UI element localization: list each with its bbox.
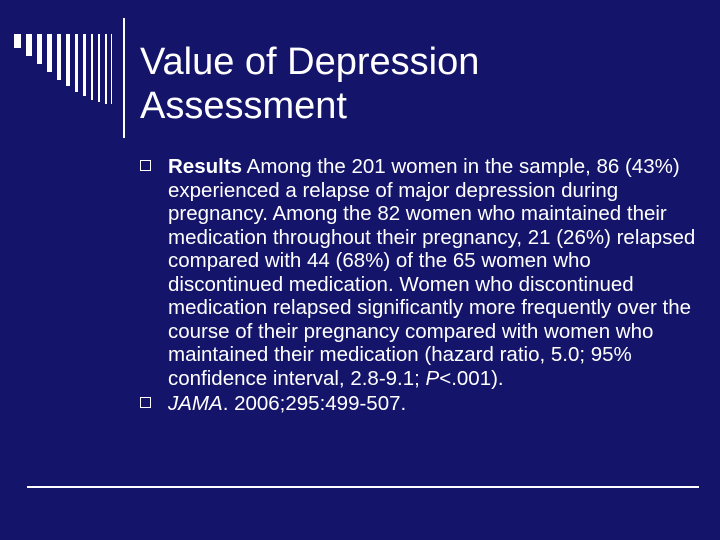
decor-bar (91, 34, 93, 100)
checkbox-outline-icon (140, 397, 151, 408)
results-tail: <.001). (439, 366, 504, 390)
checkbox-outline-icon (140, 160, 151, 171)
decor-bar (105, 34, 107, 104)
decor-bar (98, 34, 100, 102)
decor-bar (57, 34, 61, 80)
decor-bar (14, 34, 21, 48)
decorative-vertical-line (123, 18, 125, 138)
citation-details: . 2006;295:499-507. (222, 392, 407, 415)
bullet-results (138, 155, 698, 390)
slide-body (138, 155, 698, 418)
decor-bar (75, 34, 78, 92)
decor-bar (83, 34, 86, 96)
decor-bar (111, 34, 112, 104)
bullet-citation (138, 392, 698, 416)
slide-title (140, 40, 700, 128)
decor-bar (66, 34, 70, 86)
journal-name: JAMA (168, 392, 223, 415)
decor-bar (47, 34, 52, 72)
decorative-bars (14, 34, 124, 104)
results-text: Among the 201 women in the sample, 86 (43%) experienced a relapse of major depression during pregnancy. Among the 82 women who maintained their medication throughout their pregnancy, 21 (26%) relapsed compared with 44 (68%) of the 65 women who discontinued medication. Women who discontinued medication relapsed significantly more frequently over the course of their pregnancy compared with women who maintained their medication (hazard ratio, 5.0; 95% confidence interval, 2.8-9.1; (168, 155, 696, 390)
results-label: Results (168, 155, 243, 178)
footer-divider-line (27, 486, 699, 488)
title-line-2: Assessment (140, 85, 347, 127)
decor-bar (26, 34, 32, 56)
decor-bar (37, 34, 42, 64)
p-value-label: P (425, 366, 440, 390)
title-line-1: Value of Depression (140, 41, 480, 83)
